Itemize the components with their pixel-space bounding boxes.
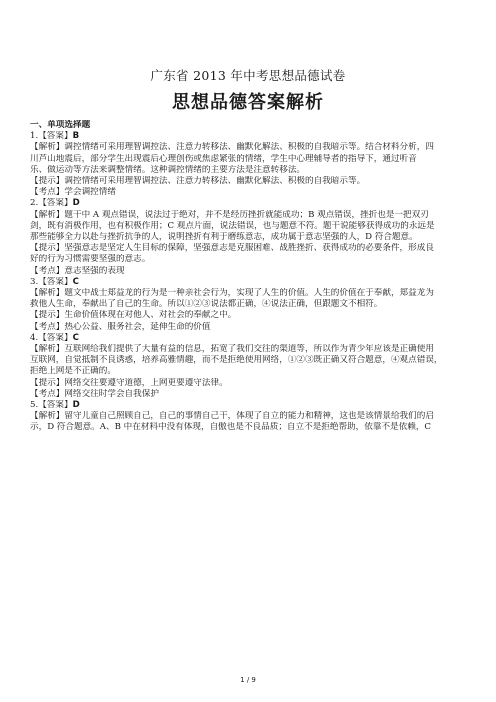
q5-answer (30, 400, 470, 411)
q1-tip: 【提示】调控情绪可采用理智调控法、注意力转移法、幽默化解法、积极的自我暗示等。 (30, 176, 366, 187)
q4-analysis-line: 拒绝上网是不正确的。 (30, 366, 116, 377)
q3-answer-value: C (72, 276, 79, 287)
q4-analysis-line: 【解析】互联网给我们提供了大量有益的信息，拓宽了我们交往的渠道等，所以作为青少年应该是正确使用 (30, 344, 434, 355)
q3-answer-label: 3.【答案】 (30, 276, 73, 287)
q1-point: 【考点】学会调控情绪 (30, 187, 116, 198)
q2-analysis-line: 【解析】题干中 A 观点错误，说法过于绝对，并不是经历挫折就能成功；B 观点错误，挫折也是一把双刃 (30, 209, 429, 220)
section-heading: 一、单项选择题 (30, 120, 91, 130)
q2-analysis-line: 剑，既有消极作用，也有积极作用；C 观点片面，说法错误，也与题意不符。题干说能够获得成功的永远是 (30, 220, 435, 231)
q2-tip-line: 好的行为习惯需要坚强的意志。 (30, 254, 151, 265)
q5-analysis-line: 示，D 符合题意。A、B 中在材料中没有体现，自傲也是不良品质；自立不是拒绝帮助，依靠不是依赖，C (30, 422, 431, 433)
q4-answer (30, 333, 470, 344)
q3-analysis-line: 救他人生命，奉献出了自己的生命。所以①②③说法都正确，④说法正确，但跟题文不相符。 (30, 299, 383, 310)
document-body (30, 120, 470, 434)
q2-analysis-line: 那些能够全力以赴与挫折抗争的人，说明挫折有利于磨练意志，成功属于意志坚强的人，D 符合题意。 (30, 232, 418, 243)
q5-answer-label: 5.【答案】 (30, 400, 73, 411)
q3-point: 【考点】热心公益、服务社会，延伸生命的价值 (30, 321, 211, 332)
q1-analysis-line: 【解析】调控情绪可采用理智调控法、注意力转移法、幽默化解法、积极的自我暗示等。结合材料分析，四 (30, 142, 434, 153)
q4-answer-value: C (72, 332, 79, 343)
page-number: 1 / 9 (240, 676, 256, 684)
q2-answer-value: D (72, 198, 80, 209)
q1-analysis-line: 川芦山地震后，部分学生出现震后心理创伤或焦虑紧张的情绪，学生中心理辅导者的指导下，通过听音 (30, 153, 417, 164)
document-title: 广东省 2013 年中考思想品德试卷 (150, 68, 346, 83)
q5-analysis-line: 【解析】留守儿童自己照顾自己，自己的事情自己干，体现了自立的能力和精神，这也是该情景给我们的启 (30, 411, 434, 422)
q3-tip: 【提示】生命价值体现在对他人、对社会的奉献之中。 (30, 310, 237, 321)
q1-answer-value: B (72, 131, 80, 142)
q4-point: 【考点】网络交往时学会自我保护 (30, 388, 159, 399)
q1-answer (30, 131, 470, 142)
q3-answer (30, 277, 470, 288)
q1-answer-label: 1.【答案】 (30, 131, 73, 142)
q2-tip-line: 【提示】坚强意志是坚定人生目标的保障，坚强意志是克服困难、战胜挫折、获得成功的必要条件，形成良 (30, 243, 434, 254)
q1-analysis-line: 乐、做运动等方法来调整情绪。这种调控情绪的主要方法是注意转移法。 (30, 164, 306, 175)
q3-analysis-line: 【解析】题文中战士郑益龙的行为是一种亲社会行为，实现了人生的价值。人生的价值在于奉献，郑益龙为 (30, 288, 434, 299)
q5-answer-value: D (72, 400, 80, 411)
q2-answer (30, 198, 470, 209)
q4-tip: 【提示】网络交往要遵守道德，上网更要遵守法律。 (30, 377, 228, 388)
q4-analysis-line: 互联网，自觉抵制不良诱惑，培养高雅情趣，而不是拒绝使用网络，①②③既正确又符合题意，④观点错误， (30, 355, 443, 366)
q4-answer-label: 4.【答案】 (30, 332, 73, 343)
document-subtitle: 思想品德答案解析 (172, 92, 324, 113)
q2-answer-label: 2.【答案】 (30, 198, 73, 209)
q2-point: 【考点】意志坚强的表现 (30, 265, 125, 276)
